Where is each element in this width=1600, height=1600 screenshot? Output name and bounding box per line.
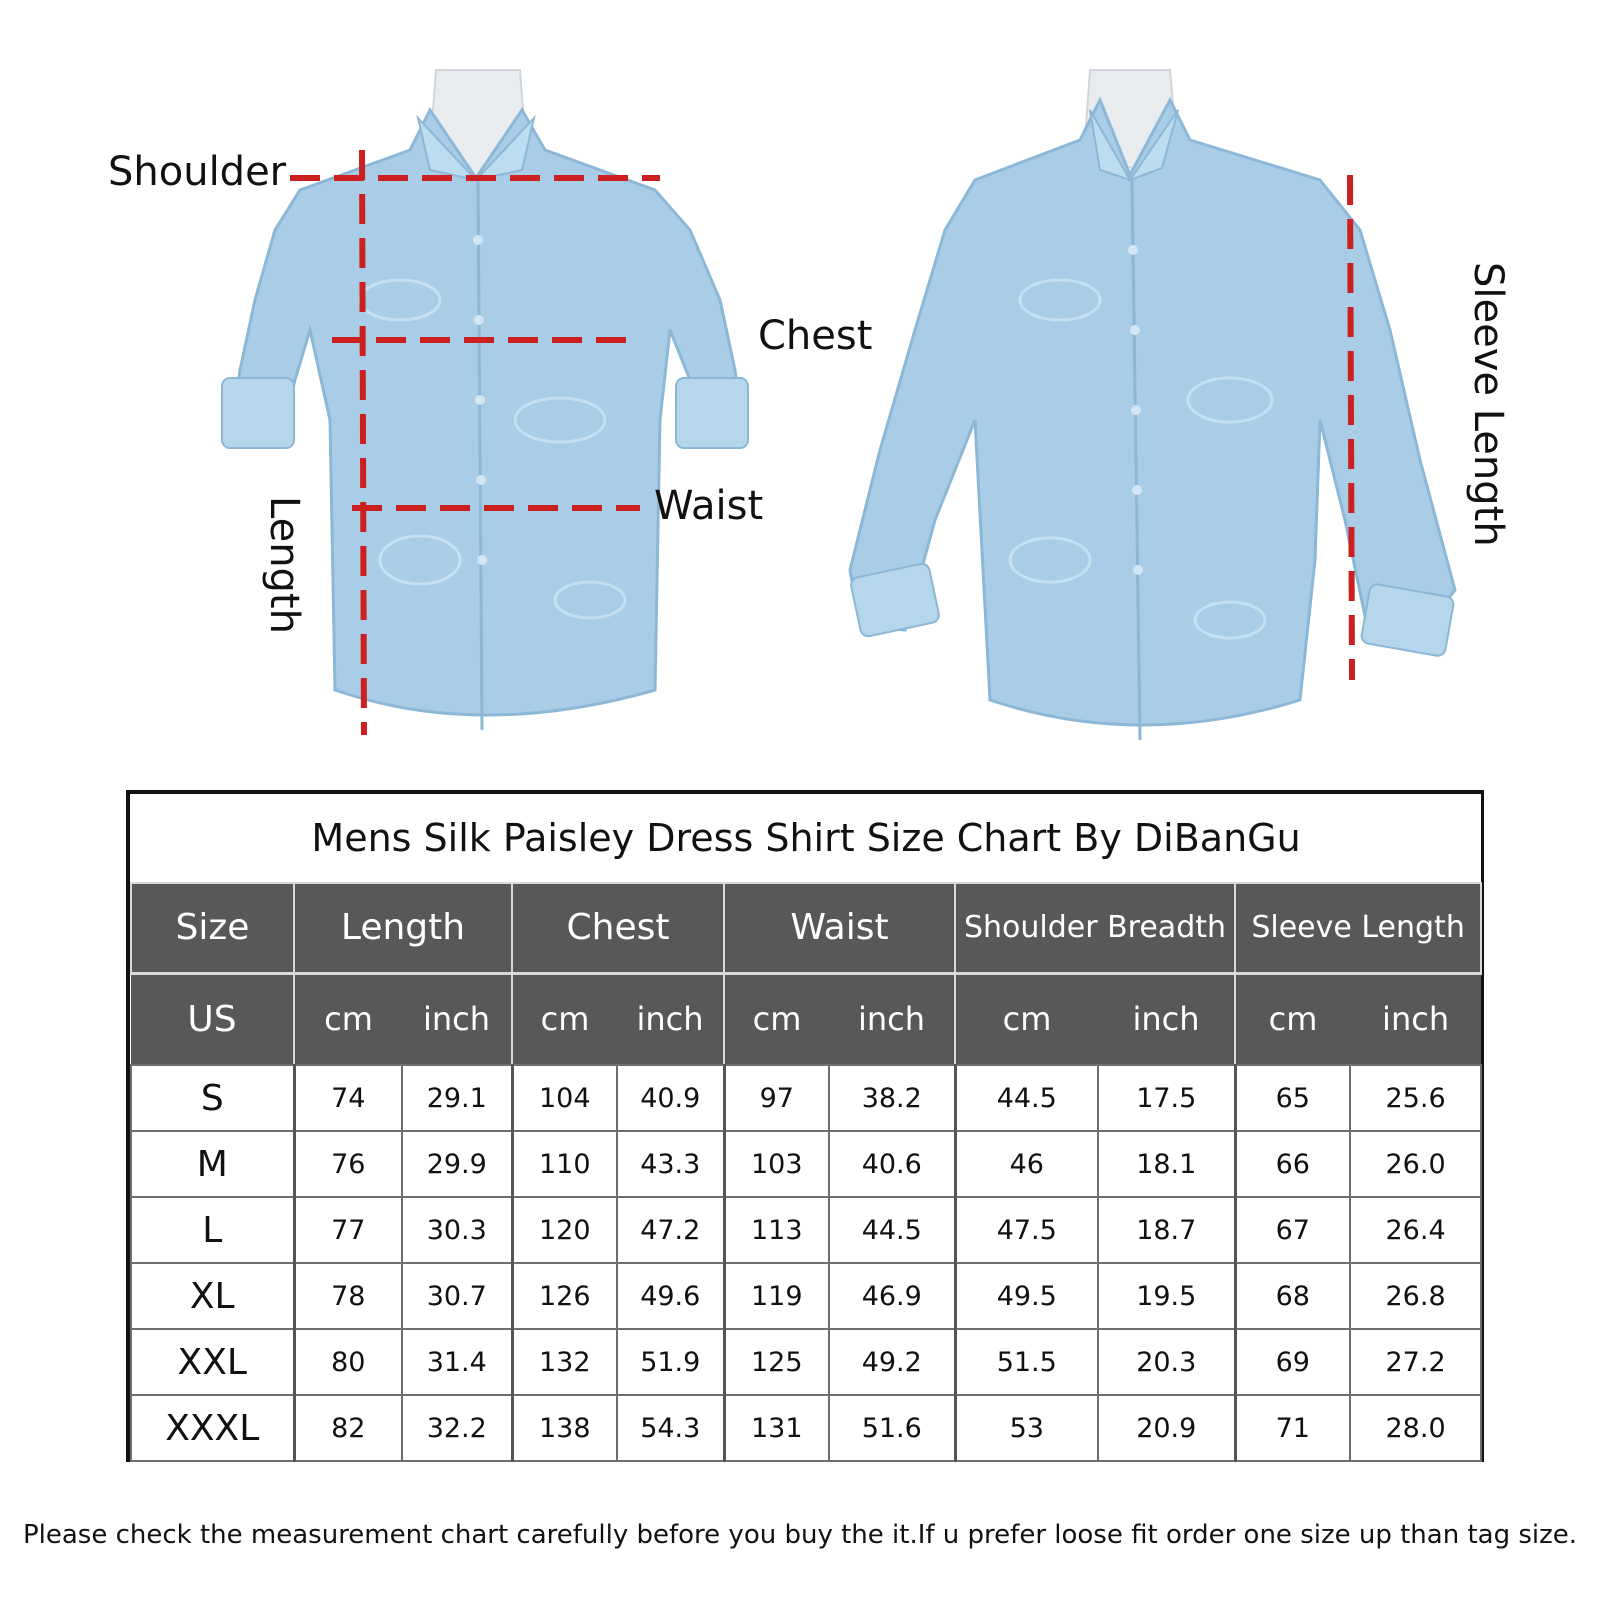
header-length: Length xyxy=(294,883,512,973)
measurement-cell: 26.0 xyxy=(1350,1131,1481,1197)
measurement-cell: 46 xyxy=(955,1131,1098,1197)
unit-inch: inch xyxy=(829,973,955,1065)
size-cell: XXXL xyxy=(131,1395,294,1461)
measurement-cell: 51.9 xyxy=(617,1329,724,1395)
measurement-cell: 138 xyxy=(512,1395,617,1461)
measurement-cell: 51.6 xyxy=(829,1395,955,1461)
header-shoulder-breadth: Shoulder Breadth xyxy=(955,883,1235,973)
chest-label: Chest xyxy=(758,313,873,359)
measurement-cell: 110 xyxy=(512,1131,617,1197)
shirt-illustrations xyxy=(0,0,1600,760)
chart-title: Mens Silk Paisley Dress Shirt Size Chart By DiBanGu xyxy=(131,794,1481,883)
shoulder-label: Shoulder xyxy=(108,149,287,195)
measurement-cell: 119 xyxy=(724,1263,829,1329)
measurement-cell: 32.2 xyxy=(402,1395,512,1461)
measurement-cell: 120 xyxy=(512,1197,617,1263)
waist-label: Waist xyxy=(654,483,764,529)
measurement-cell: 26.4 xyxy=(1350,1197,1481,1263)
measurement-cell: 27.2 xyxy=(1350,1329,1481,1395)
measurement-cell: 29.1 xyxy=(402,1065,512,1131)
measurement-cell: 132 xyxy=(512,1329,617,1395)
measurement-cell: 78 xyxy=(294,1263,402,1329)
measurement-cell: 47.5 xyxy=(955,1197,1098,1263)
measurement-cell: 29.9 xyxy=(402,1131,512,1197)
measurement-cell: 31.4 xyxy=(402,1329,512,1395)
measurement-cell: 17.5 xyxy=(1098,1065,1235,1131)
length-label: Length xyxy=(261,496,307,634)
size-cell: XL xyxy=(131,1263,294,1329)
measurement-cell: 30.7 xyxy=(402,1263,512,1329)
measurement-cell: 103 xyxy=(724,1131,829,1197)
measurement-cell: 25.6 xyxy=(1350,1065,1481,1131)
size-cell: XXL xyxy=(131,1329,294,1395)
measurement-cell: 44.5 xyxy=(829,1197,955,1263)
measurement-cell: 46.9 xyxy=(829,1263,955,1329)
table-row xyxy=(131,1131,1481,1197)
measurement-cell: 26.8 xyxy=(1350,1263,1481,1329)
unit-inch: inch xyxy=(1098,973,1235,1065)
header-chest: Chest xyxy=(512,883,724,973)
measurement-cell: 47.2 xyxy=(617,1197,724,1263)
measurement-cell: 18.1 xyxy=(1098,1131,1235,1197)
measurement-cell: 49.6 xyxy=(617,1263,724,1329)
unit-cm: cm xyxy=(294,973,402,1065)
table-row xyxy=(131,1395,1481,1461)
size-chart-body xyxy=(131,1065,1481,1461)
header-waist: Waist xyxy=(724,883,955,973)
measurement-cell: 97 xyxy=(724,1065,829,1131)
measurement-cell: 30.3 xyxy=(402,1197,512,1263)
measurement-cell: 49.2 xyxy=(829,1329,955,1395)
measurement-cell: 67 xyxy=(1235,1197,1350,1263)
header-sleeve-length: Sleeve Length xyxy=(1235,883,1481,973)
measurement-cell: 125 xyxy=(724,1329,829,1395)
unit-inch: inch xyxy=(402,973,512,1065)
measurement-cell: 20.3 xyxy=(1098,1329,1235,1395)
measurement-cell: 69 xyxy=(1235,1329,1350,1395)
measurement-cell: 40.9 xyxy=(617,1065,724,1131)
size-cell: S xyxy=(131,1065,294,1131)
measurement-cell: 51.5 xyxy=(955,1329,1098,1395)
measurement-cell: 49.5 xyxy=(955,1263,1098,1329)
unit-cm: cm xyxy=(1235,973,1350,1065)
unit-cm: cm xyxy=(512,973,617,1065)
measurement-cell: 74 xyxy=(294,1065,402,1131)
unit-cm: cm xyxy=(955,973,1098,1065)
measurement-figure xyxy=(0,0,1600,760)
measurement-cell: 54.3 xyxy=(617,1395,724,1461)
table-row xyxy=(131,1329,1481,1395)
measurement-cell: 20.9 xyxy=(1098,1395,1235,1461)
measurement-cell: 38.2 xyxy=(829,1065,955,1131)
measurement-cell: 71 xyxy=(1235,1395,1350,1461)
measurement-cell: 131 xyxy=(724,1395,829,1461)
unit-inch: inch xyxy=(1350,973,1481,1065)
measurement-cell: 65 xyxy=(1235,1065,1350,1131)
measurement-cell: 44.5 xyxy=(955,1065,1098,1131)
size-cell: L xyxy=(131,1197,294,1263)
measurement-cell: 18.7 xyxy=(1098,1197,1235,1263)
measurement-cell: 126 xyxy=(512,1263,617,1329)
measurement-cell: 66 xyxy=(1235,1131,1350,1197)
measurement-cell: 40.6 xyxy=(829,1131,955,1197)
sleeve-length-label: Sleeve Length xyxy=(1465,262,1511,547)
unit-cm: cm xyxy=(724,973,829,1065)
measurement-cell: 80 xyxy=(294,1329,402,1395)
measurement-cell: 77 xyxy=(294,1197,402,1263)
size-chart-table xyxy=(130,794,1482,1462)
table-row xyxy=(131,1263,1481,1329)
measurement-cell: 113 xyxy=(724,1197,829,1263)
measurement-cell: 104 xyxy=(512,1065,617,1131)
unit-inch: inch xyxy=(617,973,724,1065)
size-cell: M xyxy=(131,1131,294,1197)
side-shirt-image xyxy=(850,70,1455,740)
fit-note: Please check the measurement chart carefully before you buy the it.If u prefer loose fit order one size up than tag size. xyxy=(22,1520,1578,1550)
measurement-cell: 28.0 xyxy=(1350,1395,1481,1461)
measurement-cell: 43.3 xyxy=(617,1131,724,1197)
measurement-cell: 19.5 xyxy=(1098,1263,1235,1329)
size-chart xyxy=(126,790,1484,1462)
size-system-label: US xyxy=(131,973,294,1065)
measurement-cell: 76 xyxy=(294,1131,402,1197)
table-row xyxy=(131,1065,1481,1131)
measurement-cell: 53 xyxy=(955,1395,1098,1461)
header-size: Size xyxy=(131,883,294,973)
table-row xyxy=(131,1197,1481,1263)
measurement-cell: 68 xyxy=(1235,1263,1350,1329)
measurement-cell: 82 xyxy=(294,1395,402,1461)
